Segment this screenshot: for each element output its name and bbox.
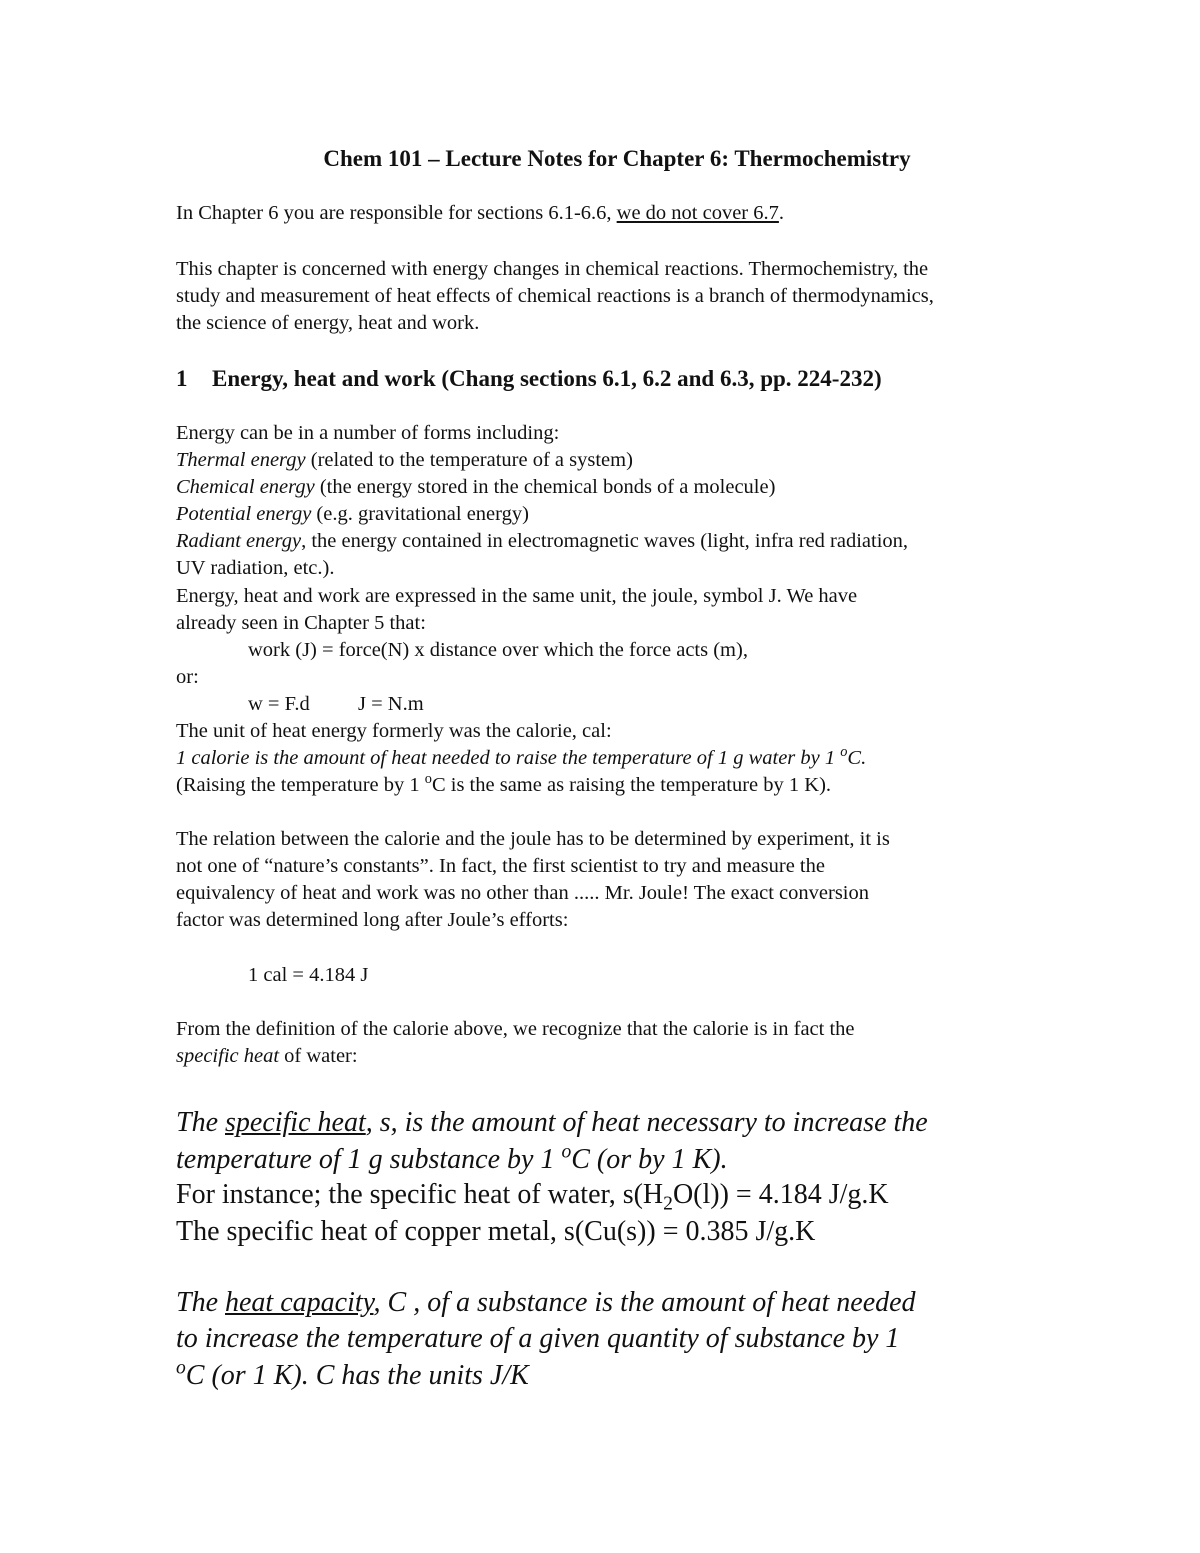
calorie-definition — [176, 745, 866, 771]
w-equation: w = F.d — [248, 693, 310, 715]
energy-form-desc: (e.g. gravitational energy) — [311, 503, 529, 525]
raising-note-text: (Raising the temperature by 1 — [176, 774, 425, 796]
conversion-factor: 1 cal = 4.184 J — [248, 964, 369, 986]
calorie-definition-text: 1 calorie is the amount of heat needed to raise the temperature of 1 g water by 1 — [176, 747, 841, 769]
excluded-section: we do not cover 6.7 — [616, 202, 779, 224]
text: C (or 1 K). C has the units J/K — [185, 1360, 529, 1391]
energy-form-desc: (related to the temperature of a system) — [305, 449, 633, 471]
definition-line — [176, 1043, 358, 1069]
energy-form-continuation: UV radiation, etc.). — [176, 557, 335, 579]
energy-form-item — [176, 474, 775, 500]
relation-line: The relation between the calorie and the joule has to be determined by experiment, it is — [176, 828, 890, 850]
degree-mark: o — [561, 1141, 572, 1163]
units-line: already seen in Chapter 5 that: — [176, 612, 426, 634]
raising-note-rest: C is the same as raising the temperature by 1 K). — [431, 774, 832, 796]
heat-capacity-definition-2: to increase the temperature of a given quantity of substance by 1 — [176, 1323, 900, 1354]
j-equation: J = N.m — [358, 693, 424, 715]
energy-form-term: Radiant energy — [176, 530, 302, 552]
calorie-intro: The unit of heat energy formerly was the calorie, cal: — [176, 720, 612, 742]
heat-capacity-definition-3 — [176, 1358, 529, 1394]
energy-form-item — [176, 447, 633, 473]
heat-capacity-definition — [176, 1285, 916, 1321]
raising-note — [176, 772, 831, 798]
section-heading — [176, 366, 882, 392]
scope-note — [176, 200, 784, 226]
text: , C , of a substance is the amount of heat needed — [373, 1287, 916, 1318]
energy-form-term: Potential energy — [176, 503, 312, 525]
work-equation: work (J) = force(N) x distance over which the force acts (m), — [248, 639, 748, 661]
relation-line: equivalency of heat and work was no other than ..... Mr. Joule! The exact conversion — [176, 882, 869, 904]
or-label: or: — [176, 666, 199, 688]
text: , s, is the amount of heat necessary to increase the — [365, 1107, 928, 1138]
text: temperature of 1 g substance by 1 — [176, 1144, 562, 1175]
scope-text: In Chapter 6 you are responsible for sections 6.1-6.6, — [176, 202, 617, 224]
intro-line: the science of energy, heat and work. — [176, 312, 480, 334]
text: The — [176, 1107, 225, 1138]
units-line: Energy, heat and work are expressed in the same unit, the joule, symbol J. We have — [176, 585, 858, 607]
calorie-definition-unit: C. — [847, 747, 867, 769]
scope-period: . — [778, 202, 785, 224]
degree-mark: o — [176, 1357, 186, 1379]
forms-lead: Energy can be in a number of forms including: — [176, 422, 560, 444]
text: C (or by 1 K). — [571, 1144, 728, 1175]
energy-form-item — [176, 528, 908, 554]
heat-capacity-keyword: heat capacity — [225, 1287, 374, 1318]
subscript: 2 — [663, 1193, 673, 1215]
energy-form-desc: (the energy stored in the chemical bonds of a molecule) — [314, 476, 776, 498]
degree-mark: o — [840, 744, 848, 761]
relation-line: not one of “nature’s constants”. In fact, the first scientist to try and measure the — [176, 855, 825, 877]
relation-line: factor was determined long after Joule’s efforts: — [176, 909, 569, 931]
intro-line: study and measurement of heat effects of chemical reactions is a branch of thermodynamics, — [176, 285, 934, 307]
energy-form-desc: , the energy contained in electromagnetic waves (light, infra red radiation, — [301, 530, 909, 552]
energy-form-item — [176, 501, 529, 527]
intro-line: This chapter is concerned with energy changes in chemical reactions. Thermochemistry, the — [176, 258, 929, 280]
copper-specific-heat: The specific heat of copper metal, s(Cu(s)) = 0.385 J/g.K — [176, 1216, 816, 1247]
section-number: 1 — [176, 366, 188, 391]
section-title: Energy, heat and work (Chang sections 6.1, 6.2 and 6.3, pp. 224-232) — [212, 366, 882, 391]
definition-line: From the definition of the calorie above, we recognize that the calorie is in fact the — [176, 1018, 855, 1040]
energy-form-term: Chemical energy — [176, 476, 315, 498]
text: For instance; the specific heat of water, s(H — [176, 1179, 664, 1210]
degree-mark: o — [424, 771, 432, 788]
specific-heat-term: specific heat — [176, 1045, 280, 1067]
energy-form-term: Thermal energy — [176, 449, 306, 471]
specific-heat-definition — [176, 1105, 928, 1141]
text: O(l)) = 4.184 J/g.K — [672, 1179, 889, 1210]
definition-rest: of water: — [279, 1045, 358, 1067]
text: The — [176, 1287, 225, 1318]
water-specific-heat — [176, 1177, 889, 1213]
specific-heat-definition-2 — [176, 1142, 728, 1178]
specific-heat-keyword: specific heat — [225, 1107, 366, 1138]
page-title: Chem 101 – Lecture Notes for Chapter 6: Thermochemistry — [323, 146, 911, 171]
